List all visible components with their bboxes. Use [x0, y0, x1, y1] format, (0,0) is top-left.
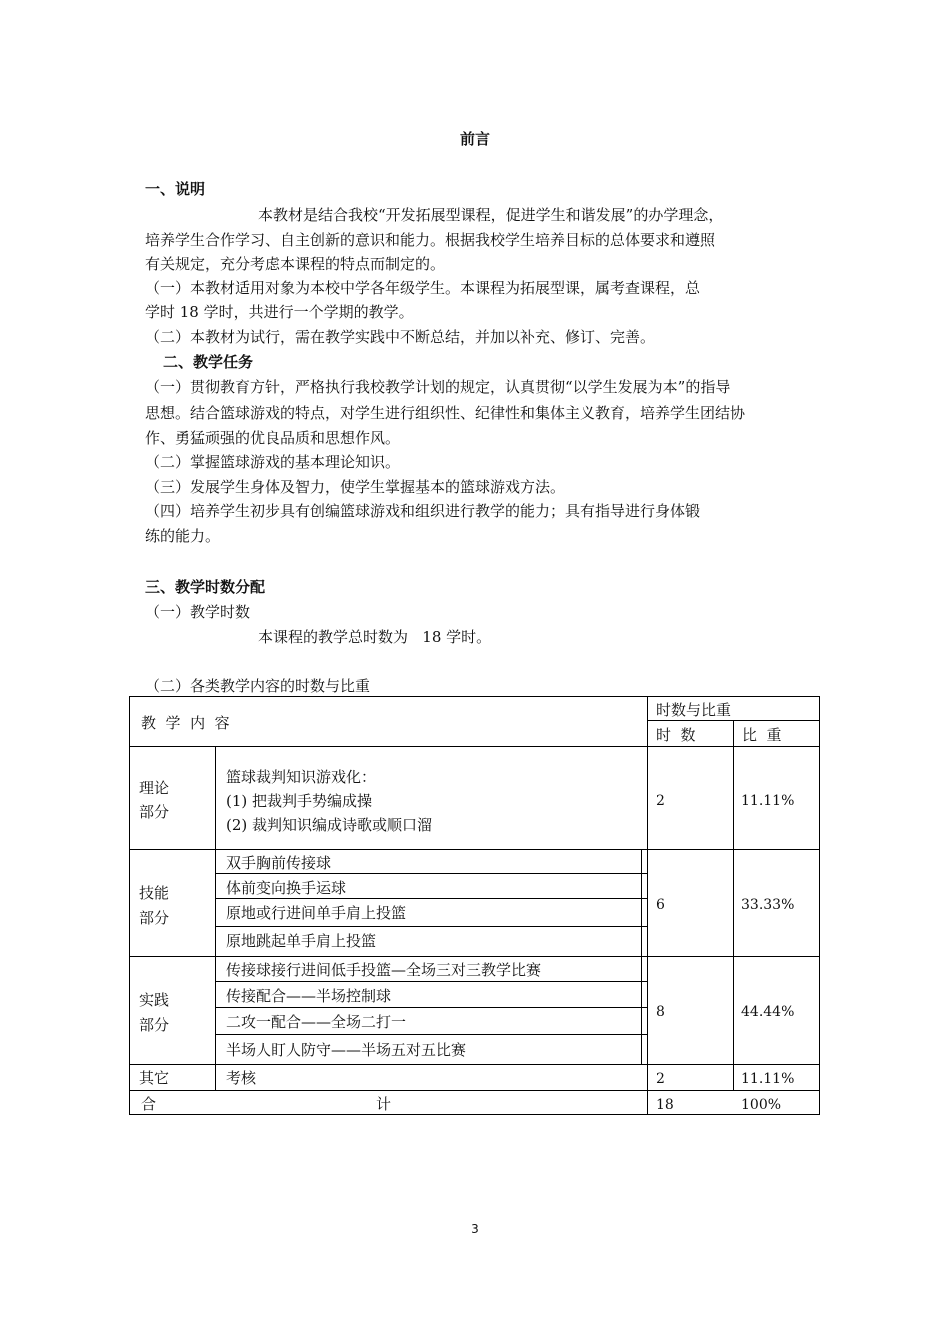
table-rule: [215, 981, 647, 982]
table-rule: [129, 746, 820, 747]
paragraph: 思想。结合篮球游戏的特点，对学生进行组织性、纪律性和集体主义教育，培养学生团结协: [145, 404, 746, 422]
hours-value: 6: [656, 897, 665, 913]
hours-table: [129, 696, 819, 1115]
subheading: （一）教学时数: [145, 603, 251, 621]
table-rule: [641, 849, 642, 957]
ratio-value: 11.11%: [741, 1071, 795, 1087]
table-rule: [215, 1034, 647, 1035]
table-rule: [129, 1064, 820, 1065]
table-item: 原地或行进间单手肩上投篮: [226, 904, 407, 922]
paragraph: 本课程的教学总时数为 18 学时。: [258, 628, 492, 646]
table-item: 考核: [226, 1069, 257, 1087]
hours-value: 18: [656, 1097, 674, 1113]
paragraph: 本教材是结合我校“开发拓展型课程，促进学生和谐发展”的办学理念，: [258, 206, 724, 224]
table-border: [129, 696, 130, 1115]
table-rule: [129, 956, 820, 957]
table-item: 篮球裁判知识游戏化：: [226, 768, 377, 786]
page-number: 3: [471, 1222, 479, 1236]
table-item: (2) 裁判知识编成诗歌或顺口溜: [226, 816, 433, 834]
table-rule: [215, 926, 647, 927]
paragraph: （一）贯彻教育方针，严格执行我校教学计划的规定，认真贯彻“以学生发展为本”的指导: [145, 378, 731, 396]
category-label: 部分: [139, 909, 170, 927]
paragraph: 作、勇猛顽强的优良品质和思想作风。: [145, 429, 401, 447]
paragraph: 练的能力。: [145, 527, 221, 545]
table-border: [129, 696, 820, 697]
hours-value: 2: [656, 1071, 665, 1087]
paragraph: （四）培养学生初步具有创编篮球游戏和组织进行教学的能力；具有指导进行身体锻: [145, 502, 701, 520]
table-rule: [733, 720, 734, 1090]
table-rule: [641, 956, 642, 1064]
paragraph: 培养学生合作学习、自主创新的意识和能力。根据我校学生培养目标的总体要求和遵照: [145, 231, 716, 249]
hours-value: 8: [656, 1004, 665, 1020]
category-label: 部分: [139, 803, 170, 821]
table-rule: [129, 1090, 820, 1091]
section-2-heading: 二、教学任务: [163, 353, 254, 371]
table-item: 传接配合——半场控制球: [226, 987, 392, 1005]
table-item: 半场人盯人防守——半场五对五比赛: [226, 1041, 467, 1059]
table-item: 原地跳起单手肩上投篮: [226, 932, 377, 950]
table-rule: [647, 696, 648, 1115]
table-rule: [215, 898, 647, 899]
hours-value: 2: [656, 793, 665, 809]
paragraph: 学时 18 学时，共进行一个学期的教学。: [145, 303, 414, 321]
table-item: 双手胸前传接球: [226, 854, 332, 872]
ratio-value: 11.11%: [741, 793, 795, 809]
table-item: 体前变向换手运球: [226, 879, 347, 897]
paragraph: （二）掌握篮球游戏的基本理论知识。: [145, 453, 401, 471]
category-label: 部分: [139, 1016, 170, 1034]
header-ratio: 比 重: [742, 726, 782, 744]
table-border: [819, 696, 820, 1115]
table-rule: [215, 746, 216, 1090]
ratio-value: 33.33%: [741, 897, 795, 913]
header-content: 教 学 内 容: [141, 714, 230, 732]
category-label: 其它: [139, 1069, 170, 1087]
page-title: 前言: [459, 130, 490, 148]
paragraph: 有关规定，充分考虑本课程的特点而制定的。: [145, 255, 446, 273]
total-label: 计: [376, 1095, 392, 1113]
category-label: 实践: [139, 991, 170, 1009]
header-group: 时数与比重: [656, 701, 732, 719]
paragraph: （二）本教材为试行，需在教学实践中不断总结，并加以补充、修订、完善。: [145, 328, 656, 346]
table-caption: （二）各类教学内容的时数与比重: [145, 677, 371, 695]
table-rule: [215, 1007, 647, 1008]
header-hours: 时 数: [656, 726, 696, 744]
table-item: 二攻一配合——全场二打一: [226, 1013, 407, 1031]
section-3-heading: 三、教学时数分配: [145, 578, 266, 596]
ratio-value: 100%: [741, 1097, 782, 1113]
paragraph: （三）发展学生身体及智力，使学生掌握基本的篮球游戏方法。: [145, 478, 566, 496]
paragraph: （一）本教材适用对象为本校中学各年级学生。本课程为拓展型课，属考查课程，总: [145, 279, 701, 297]
table-item: 传接球接行进间低手投篮—全场三对三教学比赛: [226, 961, 542, 979]
category-label: 理论: [139, 779, 170, 797]
ratio-value: 44.44%: [741, 1004, 795, 1020]
table-rule: [215, 873, 647, 874]
table-item: (1) 把裁判手势编成操: [226, 792, 373, 810]
section-1-heading: 一、说明: [145, 180, 206, 198]
category-label: 技能: [139, 884, 170, 902]
total-label: 合: [141, 1095, 157, 1113]
table-border: [129, 1114, 820, 1115]
table-rule: [129, 849, 820, 850]
